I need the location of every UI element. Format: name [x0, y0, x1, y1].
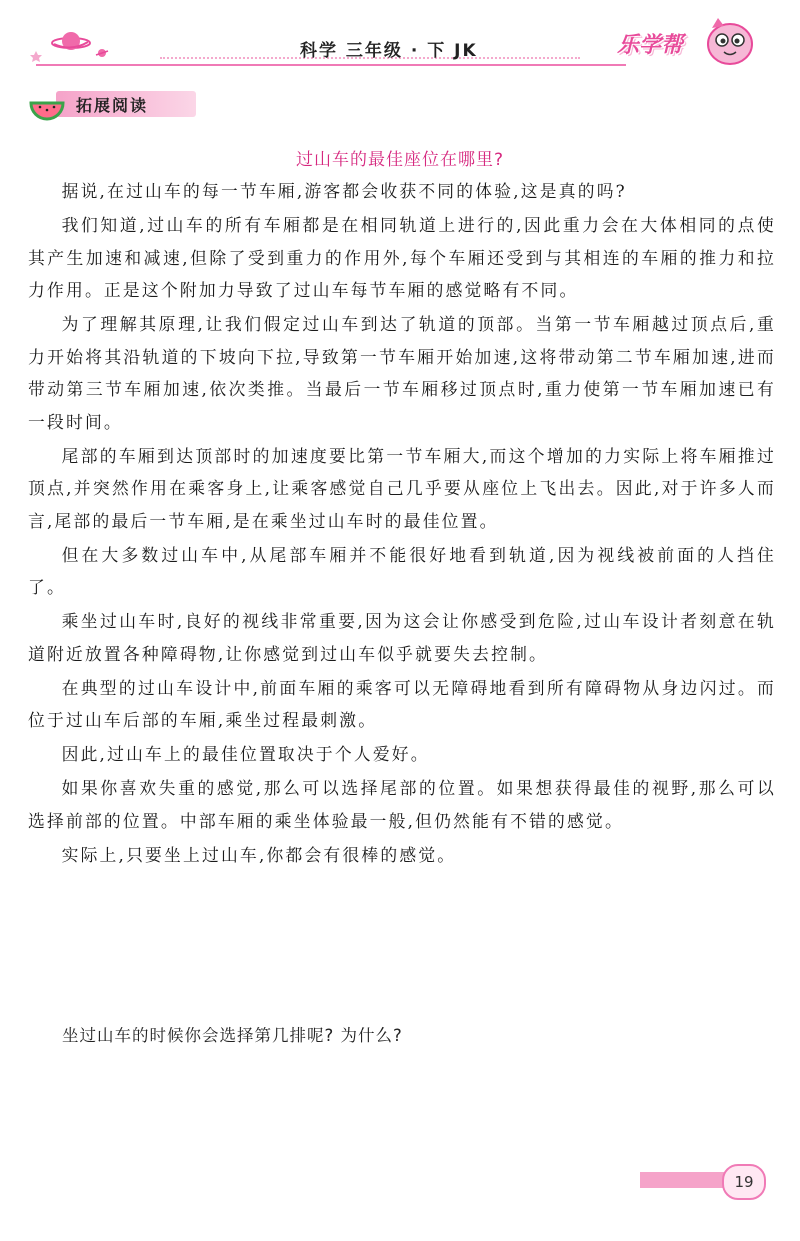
header-rule	[36, 64, 626, 66]
page-header	[0, 0, 800, 75]
watermelon-icon	[28, 85, 66, 121]
article-body	[28, 175, 776, 873]
section-label: 拓展阅读	[76, 96, 149, 115]
paragraph: 在典型的过山车设计中,前面车厢的乘客可以无障碍地看到所有障碍物从身边闪过。而位于过山车后部的车厢,乘坐过程最刺激。	[28, 677, 776, 730]
brand-logo-text: 乐学帮	[617, 33, 684, 58]
section-tag	[28, 85, 203, 123]
paragraph: 为了理解其原理,让我们假定过山车到达了轨道的顶部。当第一节车厢越过顶点后,重力开始将其沿轨道的下坡向下拉,导致第一节车厢开始加速,这将带动第二节车厢加速,进而带动第三节车厢加速,依次类推。当最后一节车厢移过顶点时,重力使第一节车厢加速已有一段时间。	[28, 314, 776, 432]
discussion-question: 坐过山车的时候你会选择第几排呢? 为什么?	[62, 1026, 403, 1045]
page-number: 19	[722, 1164, 766, 1200]
paragraph: 尾部的车厢到达顶部时的加速度要比第一节车厢大,而这个增加的力实际上将车厢推过顶点,并突然作用在乘客身上,让乘客感觉自己几乎要从座位上飞出去。因此,对于许多人而言,尾部的最后一节车厢,是在乘坐过山车时的最佳位置。	[28, 445, 776, 531]
mascot-icon	[700, 10, 760, 70]
paragraph: 实际上,只要坐上过山车,你都会有很棒的感觉。	[61, 844, 457, 865]
paragraph: 如果你喜欢失重的感觉,那么可以选择尾部的位置。如果想获得最佳的视野,那么可以选择前部的位置。中部车厢的乘坐体验最一般,但仍然能有不错的感觉。	[28, 778, 776, 831]
paragraph: 我们知道,过山车的所有车厢都是在相同轨道上进行的,因此重力会在大体相同的点使其产生加速和减速,但除了受到重力的作用外,每个车厢还受到与其相连的车厢的推力和拉力作用。正是这个附加力导致了过山车每节车厢的感觉略有不同。	[28, 215, 776, 300]
book-title: 科学 三年级 · 下 JK	[300, 41, 478, 61]
paragraph: 但在大多数过山车中,从尾部车厢并不能很好地看到轨道,因为视线被前面的人挡住了。	[28, 544, 776, 597]
paragraph: 据说,在过山车的每一节车厢,游客都会收获不同的体验,这是真的吗?	[61, 181, 627, 201]
paragraph: 乘坐过山车时,良好的视线非常重要,因为这会让你感受到危险,过山车设计者刻意在轨道附近放置各种障碍物,让你感觉到过山车似乎就要失去控制。	[28, 611, 776, 664]
article-title: 过山车的最佳座位在哪里?	[295, 150, 505, 170]
paragraph: 因此,过山车上的最佳位置取决于个人爱好。	[61, 744, 430, 764]
